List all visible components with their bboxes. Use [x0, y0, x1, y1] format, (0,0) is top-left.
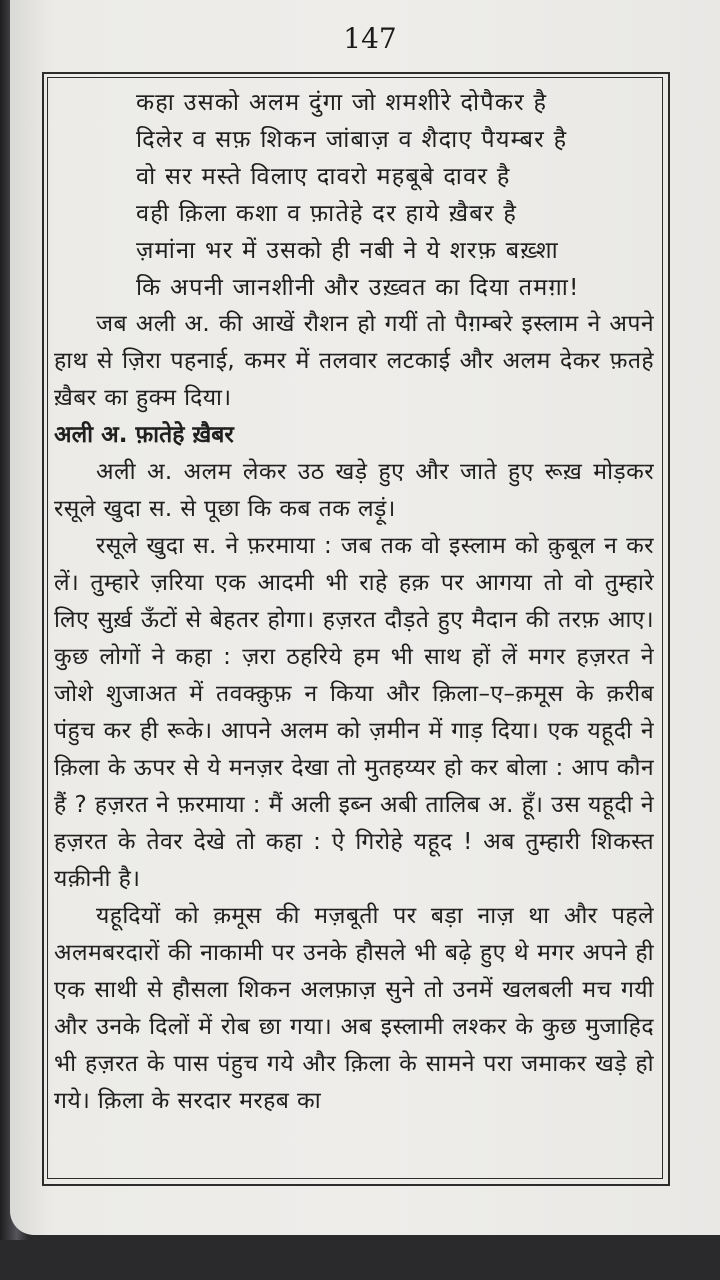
- verse-line-6: कि अपनी जानशीनी और उख़्वत का दिया तमग़ा!: [136, 273, 580, 301]
- verse-block: [54, 84, 654, 306]
- paragraph-1: जब अली अ. की आखें रौशन हो गयीं तो पैग़म्बरे इस्लाम ने अपने हाथ से ज़िरा पहनाई, कमर में तलवार लटकाई और अलम देकर फ़तहे ख़ैबर का हुक्म दिया।: [54, 311, 654, 411]
- page-content: [54, 84, 654, 1120]
- verse-line-2: दिलेर व सफ़ शिकन जांबाज़ व शैदाए पैयम्बर है: [136, 125, 568, 153]
- verse-line-3: वो सर मस्ते विलाए दावरो महबूबे दावर है: [136, 162, 511, 190]
- paragraph-3: रसूले खुदा स. ने फ़रमाया : जब तक वो इस्लाम को क़ुबूल न कर लें। तुम्हारे ज़रिया एक आदमी भी राहे हक़ पर आगया तो वो तुम्हारे लिए सुर्ख़ ऊँटों से बेहतर होगा। हज़रत दौड़ते हुए मैदान की तरफ़ आए। कुछ लोगों ने कहा : ज़रा ठहरिये हम भी साथ हों लें मगर हज़रत ने जोशे शुजाअत में तवक्क़ुफ़ न किया और क़िला–ए–क़मूस के क़रीब पंहुच कर ही रूके। आपने अलम को ज़मीन में गाड़ दिया। एक यहूदी ने क़िला के ऊपर से ये मनज़र देखा तो मुतहय्यर हो कर बोला : आप कौन हैं ? हज़रत ने फ़रमाया : मैं अली इब्न अबी तालिब अ. हूँ। उस यहूदी ने हज़रत के तेवर देखे तो कहा : ऐ गिरोहे यहूद ! अब तुम्हारी शिकस्त यक़ीनी है।: [54, 533, 654, 892]
- verse-line-4: वही क़िला कशा व फ़ातेहे दर हाये ख़ैबर है: [136, 199, 518, 227]
- verse-line-1: कहा उसको अलम दुंगा जो शमशीरे दोपैकर है: [136, 88, 548, 116]
- book-page: [10, 0, 720, 1235]
- verse-line-5: ज़मांना भर में उसको ही नबी ने ये शरफ़ बख़्शा: [136, 236, 559, 264]
- page-number: 147: [343, 22, 397, 55]
- section-heading: अली अ. फ़ातेहे ख़ैबर: [54, 422, 234, 448]
- paragraph-2: अली अ. अलम लेकर उठ खड़े हुए और जाते हुए रूख़ मोड़कर रसूले खुदा स. से पूछा कि कब तक लड़ूं।: [54, 459, 654, 522]
- paragraph-4: यहूदियों को क़मूस की मज़बूती पर बड़ा नाज़ था और पहले अलमबरदारों की नाकामी पर उनके हौसले भी बढ़े हुए थे मगर अपने ही एक साथी से हौसला शिकन अलफ़ाज़ सुने तो उनमें खलबली मच गयी और उनके दिलों में रोब छा गया। अब इस्लामी लश्कर के कुछ मुजाहिद भी हज़रत के पास पंहुच गये और क़िला के सामने परा जमाकर खड़े हो गये। क़िला के सरदार मरहब का: [54, 903, 654, 1114]
